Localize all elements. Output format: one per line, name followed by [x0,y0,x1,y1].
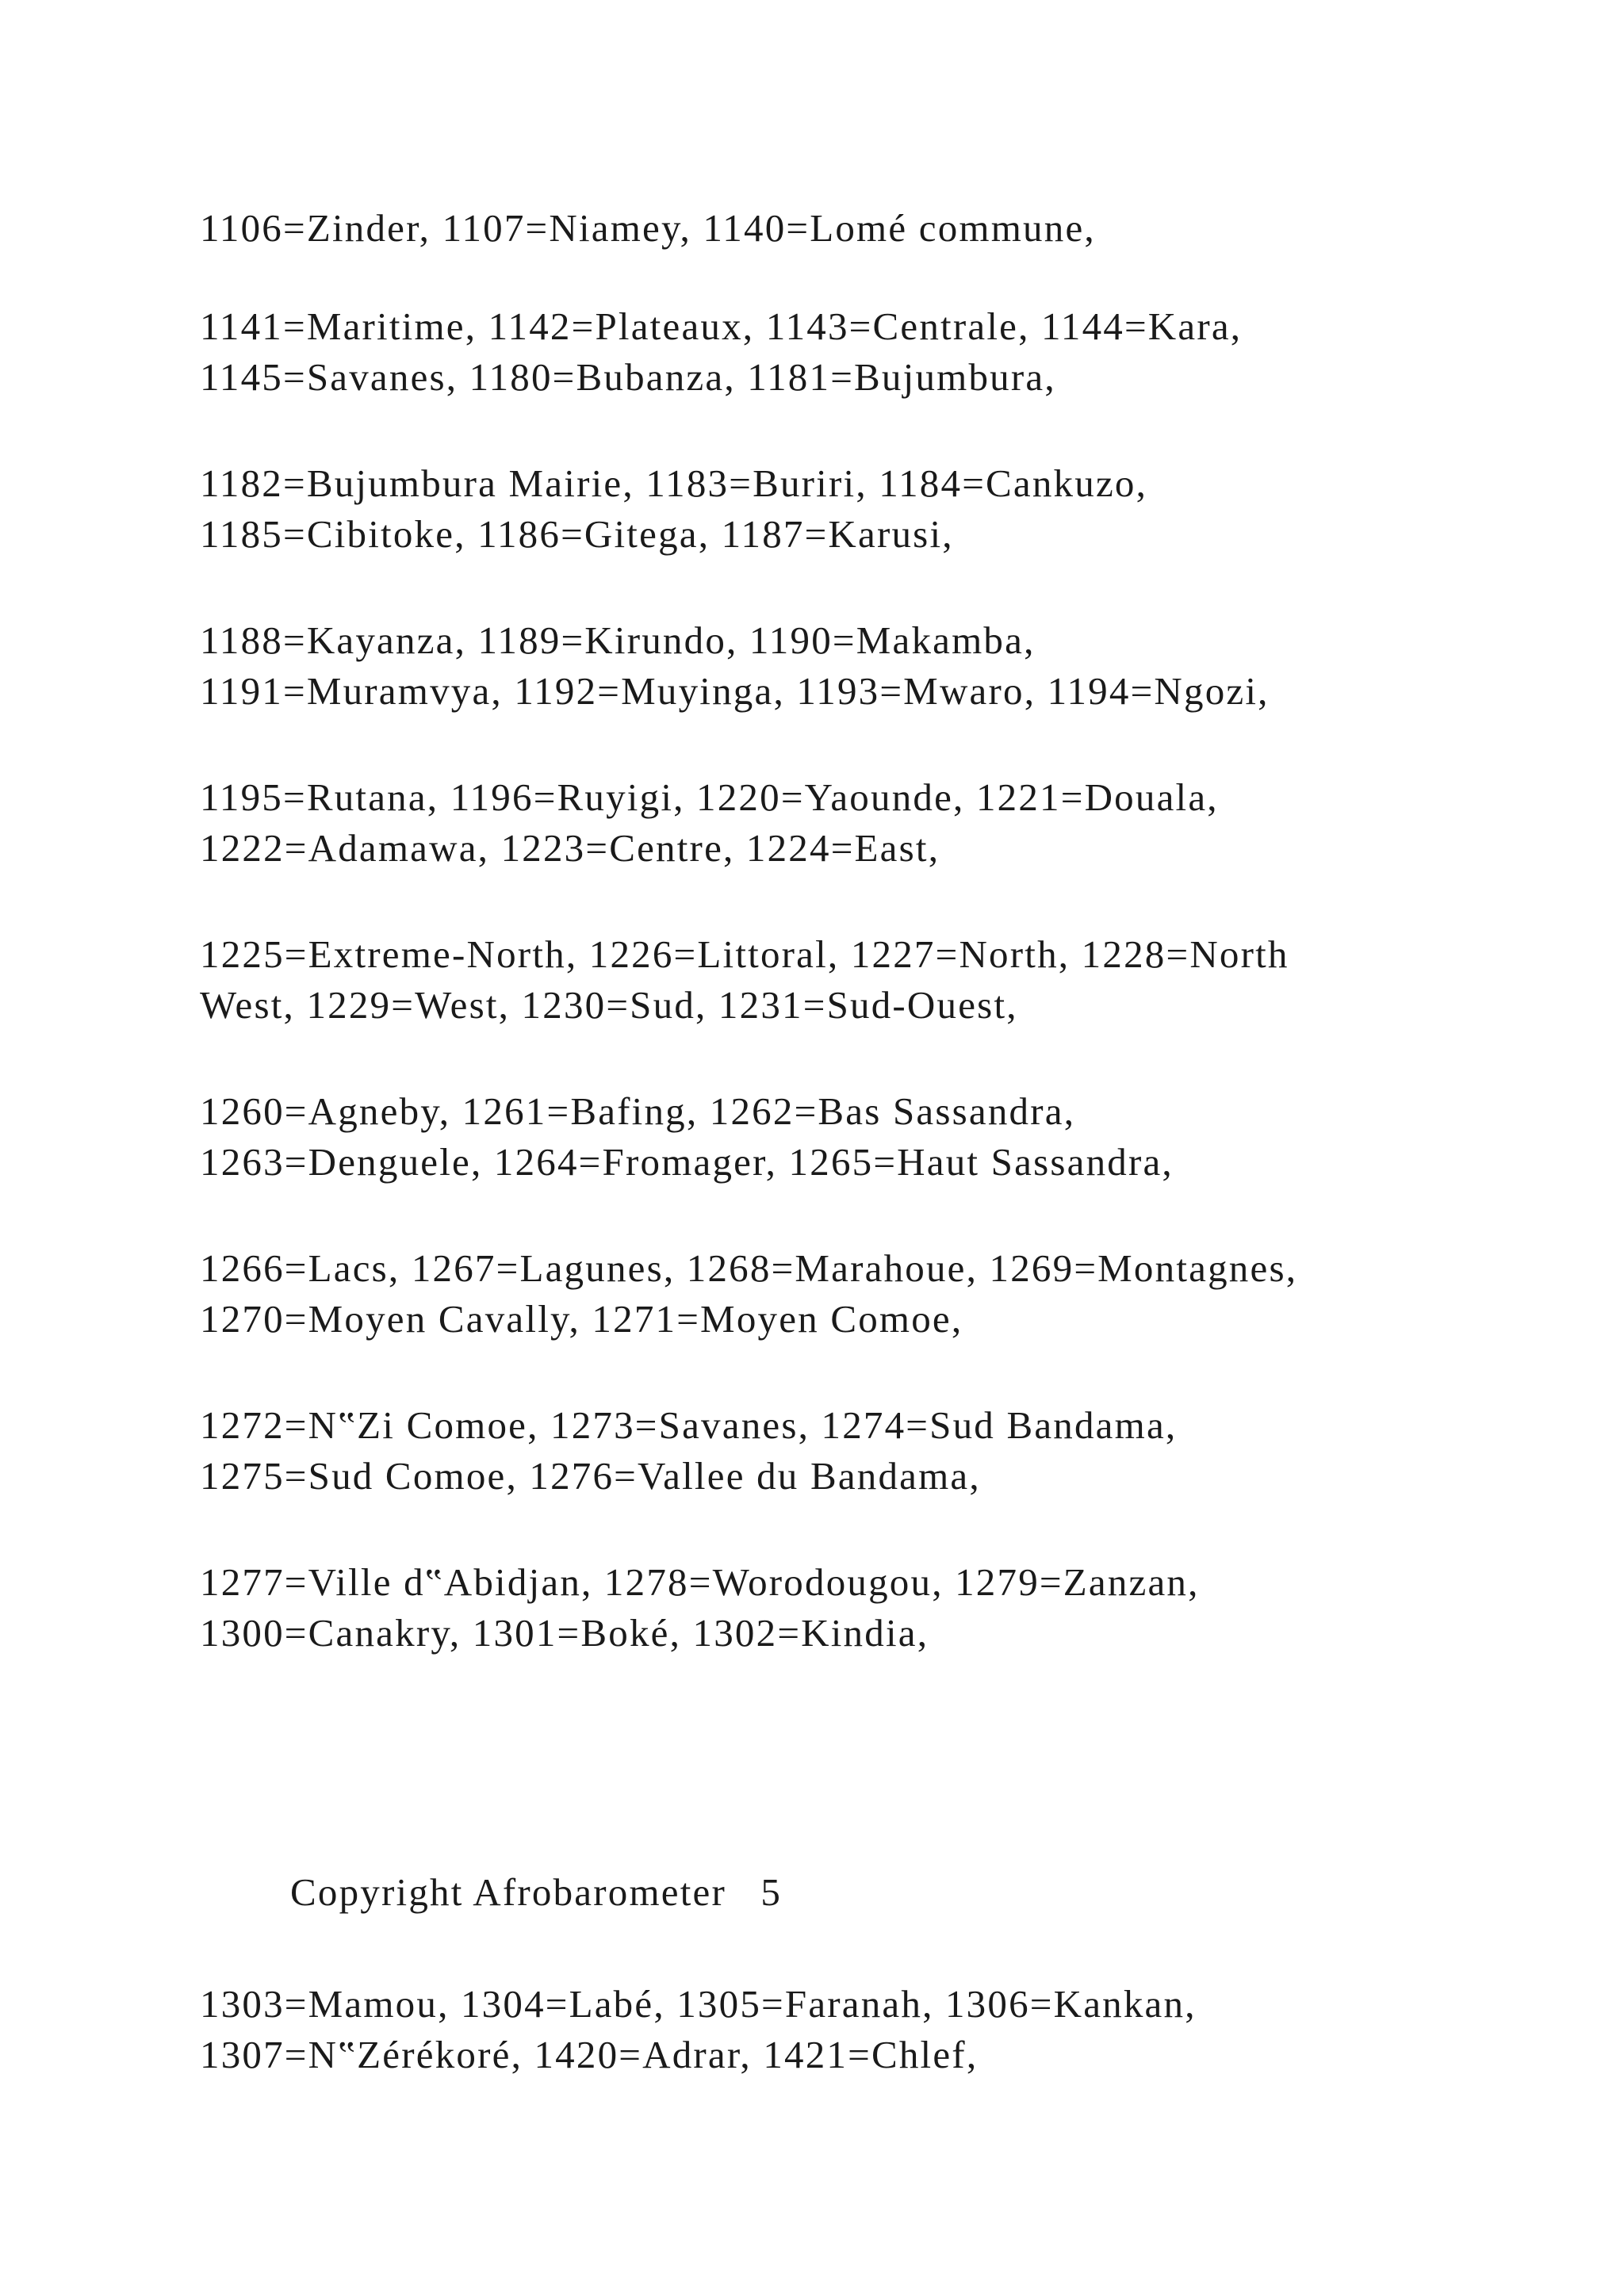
text-line: 1182=Bujumbura Mairie, 1183=Buriri, 1184=Cankuzo, [200,461,1148,505]
text-line: 1106=Zinder, 1107=Niamey, 1140=Lomé commune, [200,206,1096,250]
text-line: 1303=Mamou, 1304=Labé, 1305=Faranah, 1306=Kankan, [200,1982,1197,2026]
text-line: 1195=Rutana, 1196=Ruyigi, 1220=Yaounde, 1221=Douala, [200,775,1219,819]
text-line: 1188=Kayanza, 1189=Kirundo, 1190=Makamba, [200,618,1036,662]
text-line: 1141=Maritime, 1142=Plateaux, 1143=Centrale, 1144=Kara, [200,304,1243,348]
text-line: 1277=Ville d‟Abidjan, 1278=Worodougou, 1279=Zanzan, [200,1560,1200,1604]
text-line: 1191=Muramvya, 1192=Muyinga, 1193=Mwaro, 1194=Ngozi, [200,669,1270,713]
text-line: 1263=Denguele, 1264=Fromager, 1265=Haut Sassandra, [200,1140,1174,1184]
text-line: 1275=Sud Comoe, 1276=Vallee du Bandama, [200,1454,981,1498]
text-line: 1266=Lacs, 1267=Lagunes, 1268=Marahoue, 1269=Montagnes, [200,1246,1298,1290]
text-line: 1300=Canakry, 1301=Boké, 1302=Kindia, [200,1611,929,1655]
text-line: 1185=Cibitoke, 1186=Gitega, 1187=Karusi, [200,512,954,556]
text-line: 1145=Savanes, 1180=Bubanza, 1181=Bujumbura, [200,355,1056,399]
page-footer [290,1870,783,1914]
copyright-text: Copyright Afrobarometer [290,1870,727,1914]
text-line: 1272=N‟Zi Comoe, 1273=Savanes, 1274=Sud Bandama, [200,1403,1178,1447]
text-line: 1260=Agneby, 1261=Bafing, 1262=Bas Sassandra, [200,1089,1076,1133]
text-line: 1222=Adamawa, 1223=Centre, 1224=East, [200,826,940,870]
text-line: 1225=Extreme-North, 1226=Littoral, 1227=North, 1228=North [200,932,1289,976]
text-line: West, 1229=West, 1230=Sud, 1231=Sud-Ouest, [200,983,1018,1027]
page-number: 5 [760,1870,783,1914]
text-line: 1270=Moyen Cavally, 1271=Moyen Comoe, [200,1297,963,1341]
text-line: 1307=N‟Zérékoré, 1420=Adrar, 1421=Chlef, [200,2033,979,2076]
